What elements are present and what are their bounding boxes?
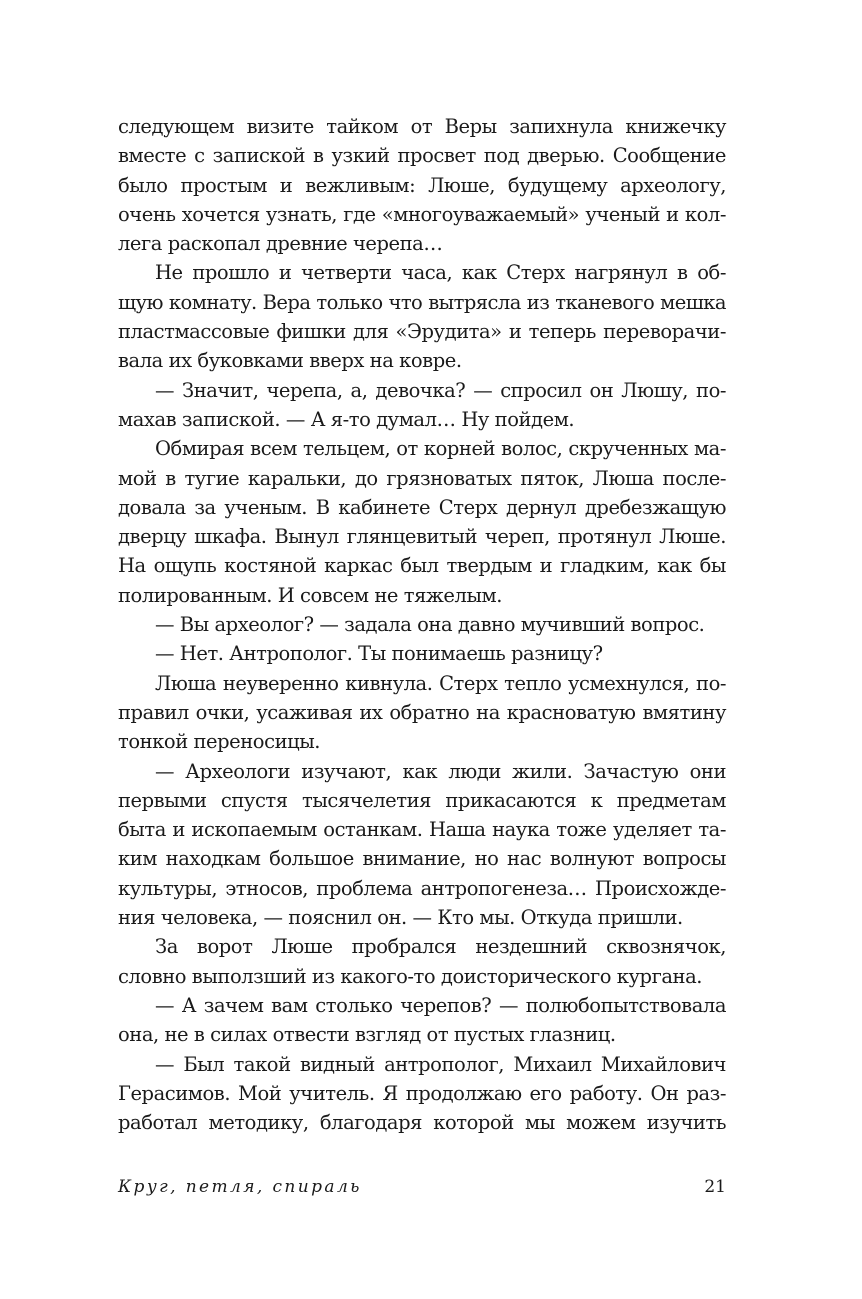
text-line: махав запиской. — А я-то думал… Ну пойдем. bbox=[118, 407, 575, 431]
text-line: — Значит, черепа, а, девочка? — спросил он Люшу, по- bbox=[155, 378, 726, 402]
text-line: Люша неуверенно кивнула. Стерх тепло усмехнулся, по- bbox=[155, 671, 726, 695]
text-line: На ощупь костяной каркас был твердым и гладким, как бы bbox=[118, 554, 726, 578]
text-line: мой в тугие каральки, до грязноватых пяток, Люша после- bbox=[118, 466, 726, 490]
text-line: ким находкам большое внимание, но нас волнуют вопросы bbox=[118, 847, 726, 871]
text-line: правил очки, усаживая их обратно на красноватую вмятину bbox=[118, 700, 726, 724]
text-line: — А зачем вам столько черепов? — полюбопытствовала bbox=[155, 993, 726, 1017]
text-line: вала их буковками вверх на ковре. bbox=[118, 349, 462, 373]
body-text bbox=[118, 112, 726, 1137]
text-line: Герасимов. Мой учитель. Я продолжаю его работу. Он раз- bbox=[118, 1081, 726, 1105]
text-line: культуры, этносов, проблема антропогенеза… Происхожде- bbox=[118, 876, 726, 900]
text-line: дверцу шкафа. Вынул глянцевитый череп, протянул Люше. bbox=[118, 525, 726, 549]
text-line: тонкой переносицы. bbox=[118, 730, 321, 754]
text-line: ния человека, — пояснил он. — Кто мы. Откуда пришли. bbox=[118, 906, 683, 930]
text-line: — Был такой видный антрополог, Михаил Михайлович bbox=[155, 1052, 726, 1076]
text-line: довала за ученым. В кабинете Стерх дернул дребезжащую bbox=[118, 495, 726, 519]
text-line: словно выползший из какого-то доисторического кургана. bbox=[118, 964, 702, 988]
text-line: работал методику, благодаря которой мы можем изучить bbox=[118, 1111, 726, 1135]
text-line: щую комнату. Вера только что вытрясла из тканевого мешка bbox=[118, 290, 726, 314]
text-line: первыми спустя тысячелетия прикасаются к предметам bbox=[118, 788, 726, 812]
text-line: было простым и вежливым: Люше, будущему археологу, bbox=[118, 173, 726, 197]
page-number: 21 bbox=[704, 1177, 726, 1197]
text-line: она, не в силах отвести взгляд от пустых глазниц. bbox=[118, 1023, 616, 1047]
text-line: — Нет. Антрополог. Ты понимаешь разницу? bbox=[155, 642, 603, 666]
running-title: Круг, петля, спираль bbox=[118, 1177, 362, 1197]
text-line: полированным. И совсем не тяжелым. bbox=[118, 583, 502, 607]
text-line: вместе с запиской в узкий просвет под дверью. Сообщение bbox=[118, 144, 726, 168]
text-line: За ворот Люше пробрался нездешний сквознячок, bbox=[155, 935, 726, 959]
text-line: лега раскопал древние черепа… bbox=[118, 232, 443, 256]
text-line: быта и ископаемым останкам. Наша наука тоже уделяет та- bbox=[118, 818, 726, 842]
text-line: Не прошло и четверти часа, как Стерх нагрянул в об- bbox=[155, 261, 726, 285]
text-line: — Вы археолог? — задала она давно мучивший вопрос. bbox=[155, 613, 705, 637]
text-line: очень хочется узнать, где «многоуважаемый» ученый и кол- bbox=[118, 202, 726, 226]
text-line: Обмирая всем тельцем, от корней волос, скрученных ма- bbox=[155, 437, 726, 461]
text-line: — Археологи изучают, как люди жили. Зачастую они bbox=[155, 759, 726, 783]
text-line: пластмассовые фишки для «Эрудита» и теперь переворачи- bbox=[118, 320, 726, 344]
text-line: следующем визите тайком от Веры запихнула книжечку bbox=[118, 115, 726, 138]
